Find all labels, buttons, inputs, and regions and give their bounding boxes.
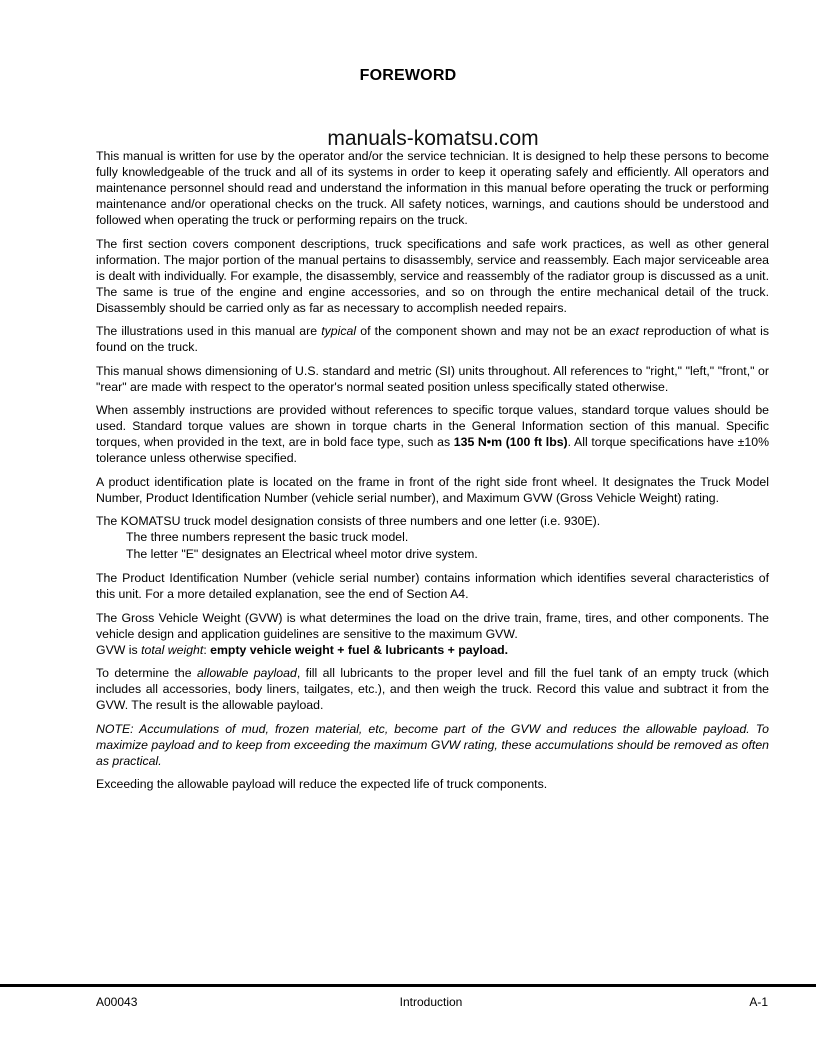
model-designation-item-letter: The letter "E" designates an Electrical wheel motor drive system. <box>126 547 478 562</box>
footer-divider <box>0 984 816 987</box>
footer-page-number: A-1 <box>749 995 768 1009</box>
paragraph-units: This manual shows dimensioning of U.S. standard and metric (SI) units throughout. All references to "right," "left," "front," or "rear" are made with respect to the operator's normal seated position unless specifically stated otherwise. <box>96 363 769 394</box>
watermark: manuals-komatsu.com <box>327 127 539 150</box>
paragraph-id-plate: A product identification plate is located on the frame in front of the right side front wheel. It designates the Truck Model Number, Product Identification Number (vehicle serial number), and Maximum GVW (Gross Vehicle Weight) rating. <box>96 474 769 505</box>
page-title: FOREWORD <box>359 67 457 84</box>
paragraph-illustrations: The illustrations used in this manual are typical of the component shown and may not be an exact reproduction of what is found on the truck. <box>96 324 770 355</box>
torque-example: 135 N•m (100 ft lbs) <box>453 435 568 450</box>
paragraph-gvw: The Gross Vehicle Weight (GVW) is what determines the load on the drive train, frame, tires, and other components. The vehicle design and application guidelines are sensitive to the maximum GVW. <box>96 610 769 641</box>
paragraph-exceeding: Exceeding the allowable payload will reduce the expected life of truck components. <box>96 777 548 792</box>
paragraph-sections: The first section covers component descriptions, truck specifications and safe work practices, as well as other general information. The major portion of the manual pertains to disassembly, service and reassembly. Each major serviceable area is dealt with individually. For example, the disassembly, service and reassembly of the radiator group is discussed as a unit. The same is true of the engine and engine accessories, and so on through the entire mechanical detail of the truck. Disassembly should be carried only as far as necessary to accomplish needed repairs. <box>96 236 769 316</box>
note: NOTE: Accumulations of mud, frozen material, etc, become part of the GVW and reduces the allowable payload. To maximize payload and to keep from exceeding the maximum GVW rating, these accumulations should be removed as often as practical. <box>96 721 769 768</box>
foreword-body <box>96 148 769 799</box>
paragraph-allowable-payload: To determine the allowable payload, fill all lubricants to the proper level and fill the fuel tank of an empty truck (which includes all accessories, body liners, tailgates, etc.), and then weigh the truck. Record this value and subtract it from the GVW. The result is the allowable payload. <box>96 666 770 713</box>
gvw-formula: GVW is total weight: empty vehicle weight + fuel & lubricants + payload. <box>96 642 509 657</box>
paragraph-torque: When assembly instructions are provided without references to specific torque values, standard torque values should be used. Standard torque values are shown in torque charts in the General Information section of this manual. Specific torques, when provided in the text, are in bold face type, such as 135 N•m (100 ft lbs). All torque specifications have ±10% tolerance unless otherwise specified. <box>96 403 769 466</box>
footer-section: Introduction <box>399 995 463 1009</box>
paragraph-intro: This manual is written for use by the operator and/or the service technician. It is designed to help these persons to become fully knowledgeable of the truck and all of its systems in order to keep it operating safely and efficiently. All operators and maintenance personnel should read and understand the information in this manual before operating the truck or performing maintenance and/or operational checks on the truck. All safety notices, warnings, and cautions should be understood and followed when operating the truck or performing repairs on the truck. <box>96 149 769 228</box>
paragraph-model-designation: The KOMATSU truck model designation consists of three numbers and one letter (i.e. 930E). <box>96 514 601 528</box>
footer-doc-code: A00043 <box>96 995 138 1009</box>
model-designation-item-numbers: The three numbers represent the basic truck model. <box>126 530 409 545</box>
paragraph-pin: The Product Identification Number (vehicle serial number) contains information which identifies several characteristics of this unit. For a more detailed explanation, see the end of Section A4. <box>96 571 769 602</box>
